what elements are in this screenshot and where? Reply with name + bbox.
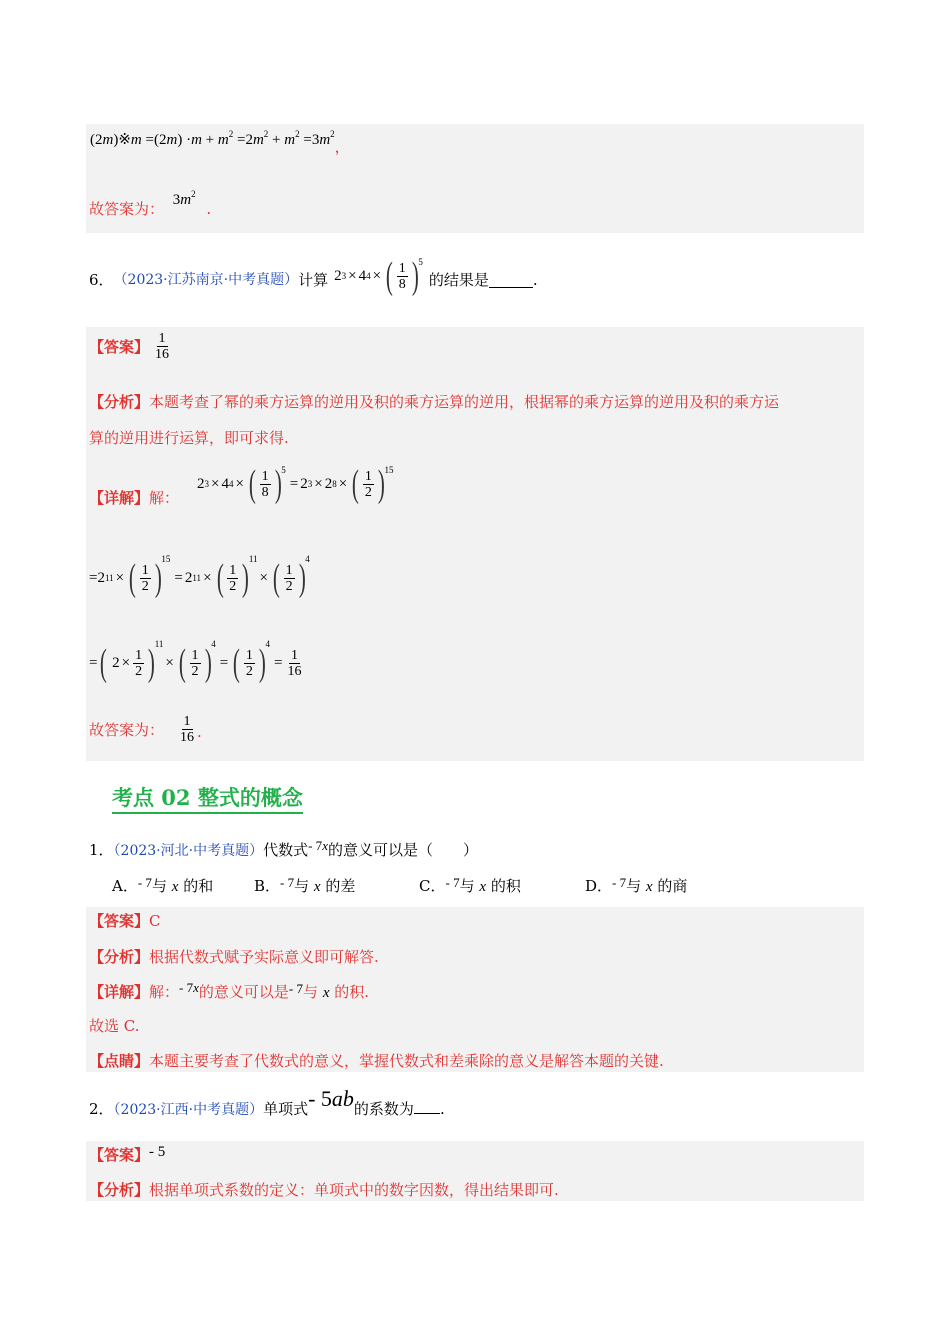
q1-option-d[interactable]: D．- 7与 x 的商 bbox=[585, 875, 688, 895]
prev-answer-line: 故答案为： $3m^2$ . bbox=[89, 189, 212, 218]
q1-option-b[interactable]: B．- 7与 x 的差 bbox=[254, 875, 356, 895]
q6-expression: 2 3 × 4 4 × ( $\frac{1}{8}$ ) 5 bbox=[334, 255, 423, 297]
q1-option-c[interactable]: C．- 7与 x 的积 bbox=[419, 875, 521, 895]
prev-equation: (2m)※m $=(2m) \cdot m + m^2 =2m^2 + m^2 =3m^2$， bbox=[90, 129, 350, 156]
q6-stem: 6． （2023·江苏南京·中考真题） 计算 2 3 × 4 4 × ( $\frac{1}{8}$ ) 5 的结果是 . bbox=[89, 255, 538, 297]
q6-detail-line-2: = 2 11 × ( $\frac{1}{2}$ ) 15 = 2 11 × ( $\frac{1}{2}$ ) 11 × ( $\frac{1}{2}$ ) 4 bbox=[89, 554, 310, 599]
q1-stem: 1．（2023·河北·中考真题）代数式- 7x的意义可以是（ ） bbox=[89, 838, 478, 859]
q6-analysis-line-2: 算的逆用进行运算，即可求得. bbox=[89, 429, 289, 447]
q2-answer: 【答案】- 5 bbox=[89, 1144, 166, 1164]
q1-option-a[interactable]: A．- 7与 x 的和 bbox=[112, 875, 214, 895]
q1-answer: 【答案】C bbox=[89, 912, 161, 930]
q6-detail-line-1: 【详解】解： 2 3 × 4 4 × ( $\frac{1}{8}$ ) 5 = 2 3 × 2 8 × ( $\frac{1}{2}$ ) 15 bbox=[89, 463, 394, 507]
q1-comment: 【点睛】本题主要考查了代数式的意义，掌握代数式和差乘除的意义是解答本题的关键. bbox=[89, 1052, 664, 1070]
q6-analysis-line-1: 【分析】本题考查了幂的乘方运算的逆用及积的乘方运算的逆用，根据幂的乘方运算的逆用及积的乘方运 bbox=[89, 393, 780, 411]
q1-detail: 【详解】解：- 7x的意义可以是- 7与 x 的积. bbox=[89, 980, 370, 1001]
q6-final-answer: 故答案为： $\frac{1}{16}$ . bbox=[89, 714, 202, 745]
q2-analysis: 【分析】根据单项式系数的定义：单项式中的数字因数，得出结果即可. bbox=[89, 1181, 559, 1199]
q2-answer-blank[interactable] bbox=[414, 1099, 440, 1114]
section-title: 考点 02 整式的概念 bbox=[112, 784, 303, 814]
q1-choice: 故选 C. bbox=[89, 1017, 140, 1035]
q6-answer: 【答案】 $\frac{1}{16}$ bbox=[89, 331, 170, 362]
q6-detail-line-3: = ( 2 × $\frac{1}{2}$ ) 11 × ( $\frac{1}{2}$ ) 4 = ( $\frac{1}{2}$ ) 4 = $\frac{1}{16}$ bbox=[89, 639, 302, 684]
q6-answer-blank[interactable] bbox=[489, 273, 533, 288]
q1-analysis: 【分析】根据代数式赋予实际意义即可解答. bbox=[89, 948, 379, 966]
q2-stem: 2．（2023·江西·中考真题）单项式- 5ab的系数为 . bbox=[89, 1086, 445, 1118]
